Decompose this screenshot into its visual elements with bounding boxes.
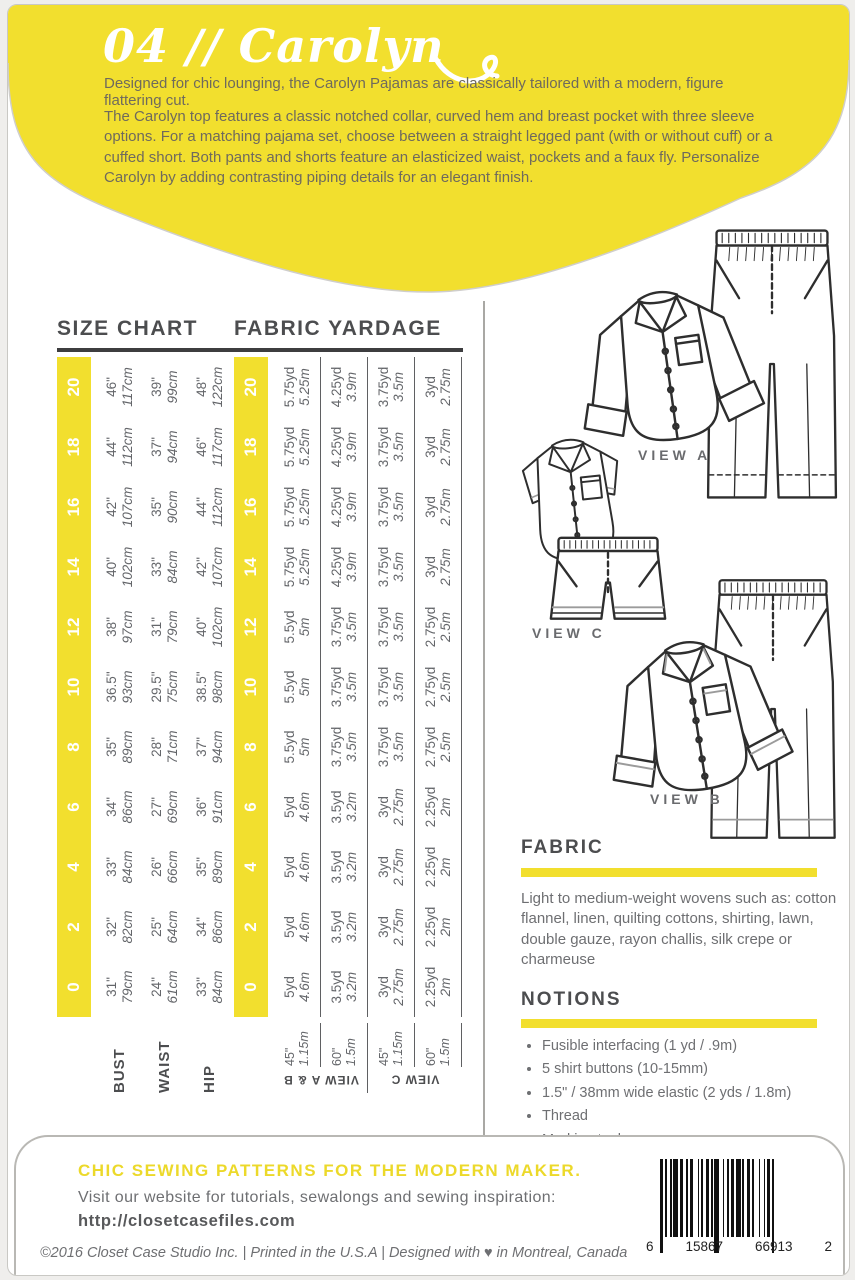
size-chart-cell: 44" 112cm [104,427,135,467]
yardage-width-label: 60" 1.5m [321,1023,368,1067]
yardage-size-header: 6 [234,777,268,837]
footer-copyright: ©2016 Closet Case Studio Inc. | Printed in the U.S.A | Designed with ♥ in Montreal, Canada [40,1245,628,1261]
size-chart-cell: 36" 91cm [194,790,225,824]
footer-panel [14,1135,845,1276]
barcode-digit-group: 6 [646,1239,654,1254]
yardage-view-label: VIEW A & B [274,1067,368,1093]
size-chart-size-header: 14 [57,537,91,597]
size-chart-cell: 24" 61cm [149,970,180,1004]
yardage-cell: 5.75yd 5.25m [274,537,321,597]
notion-item: • 5 shirt buttons (10-15mm) [542,1058,850,1081]
yardage-width-label: 45" 1.15m [274,1023,321,1067]
notion-item: • Fusible interfacing (1 yd / .9m) [542,1035,850,1058]
size-chart-cell: 40" 102cm [104,546,135,588]
yardage-width-label: 45" 1.15m [368,1023,415,1067]
yardage-cell: 2.25yd 2m [415,777,462,837]
size-chart-cell: 35" 90cm [149,490,180,524]
yardage-cell: 2.75yd 2.5m [415,597,462,657]
yardage-cell: 5yd 4.6m [274,897,321,957]
footer-url: http://closetcasefiles.com [78,1212,296,1230]
yardage-cell: 4.25yd 3.9m [321,477,368,537]
size-chart-cell: 35" 89cm [194,850,225,884]
vertical-divider [483,301,485,1139]
size-chart-table [57,357,232,1093]
pattern-tagline: Designed for chic lounging, the Carolyn Pajamas are classically tailored with a modern, figure flattering cut. [104,75,724,109]
yardage-cell: 3.75yd 3.5m [368,477,415,537]
size-chart-cell: 34" 86cm [194,910,225,944]
yardage-cell: 3.75yd 3.5m [368,717,415,777]
yardage-size-header: 16 [234,477,268,537]
yardage-cell: 2.25yd 2m [415,837,462,897]
yardage-cell: 3yd 2.75m [415,417,462,477]
yardage-cell: 3.75yd 3.5m [321,597,368,657]
size-chart-title: SIZE CHART [57,317,198,340]
yardage-cell: 2.75yd 2.5m [415,717,462,777]
notions-heading: NOTIONS [521,989,622,1010]
view-b-top-drawing [596,631,796,816]
barcode-digits [646,1239,832,1254]
pattern-envelope-card [7,4,850,1276]
fabric-heading-bar [521,868,817,877]
yardage-cell: 3.5yd 3.2m [321,777,368,837]
size-chart-cell: 29.5" 75cm [149,670,180,704]
size-chart-size-header: 8 [57,717,91,777]
yardage-cell: 5.75yd 5.25m [274,357,321,417]
barcode-digit-group: 2 [824,1239,832,1254]
notions-heading-bar [521,1019,817,1028]
yardage-cell: 2.25yd 2m [415,957,462,1017]
size-chart-cell: 27" 69cm [149,790,180,824]
yardage-cell: 3yd 2.75m [415,477,462,537]
size-chart-cell: 48" 122cm [194,366,225,408]
yardage-size-header: 20 [234,357,268,417]
yardage-size-header: 8 [234,717,268,777]
yardage-size-header: 12 [234,597,268,657]
fabric-heading: FABRIC [521,837,604,858]
yardage-cell: 3.5yd 3.2m [321,957,368,1017]
yardage-cell: 5.75yd 5.25m [274,477,321,537]
yardage-cell: 3.75yd 3.5m [368,357,415,417]
size-chart-cell: 34" 86cm [104,790,135,824]
size-chart-cell: 46" 117cm [104,367,135,407]
fabric-yardage-table [234,357,462,1093]
yardage-cell: 5.5yd 5m [274,717,321,777]
size-chart-cell: 33" 84cm [149,550,180,584]
size-chart-cell: 37" 94cm [149,430,180,464]
barcode [646,1159,832,1271]
yardage-cell: 3yd 2.75m [415,357,462,417]
yardage-cell: 4.25yd 3.9m [321,357,368,417]
size-chart-cell: 44" 112cm [194,487,225,527]
yardage-cell: 5yd 4.6m [274,957,321,1017]
size-chart-cell: 42" 107cm [104,486,135,528]
yardage-cell: 3yd 2.75m [415,537,462,597]
barcode-bars [660,1159,774,1271]
yardage-size-header: 2 [234,897,268,957]
yardage-cell: 3.75yd 3.5m [368,417,415,477]
size-chart-cell: 33" 84cm [194,970,225,1004]
view-a-label: VIEW A [638,447,712,463]
size-chart-cell: 40" 102cm [194,606,225,648]
yardage-cell: 3yd 2.75m [368,777,415,837]
size-chart-cell: 28" 71cm [149,730,180,764]
size-chart-row-label: WAIST [156,1040,173,1093]
size-chart-size-header: 18 [57,417,91,477]
yardage-cell: 3yd 2.75m [368,837,415,897]
size-chart-cell: 46" 117cm [194,427,225,467]
size-chart-size-header: 16 [57,477,91,537]
yardage-size-header: 10 [234,657,268,717]
size-chart-size-header: 12 [57,597,91,657]
size-chart-size-header: 4 [57,837,91,897]
yardage-cell: 2.75yd 2.5m [415,657,462,717]
table-top-rule [57,348,463,352]
size-chart-row-label: BUST [111,1048,128,1093]
size-chart-cell: 33" 84cm [104,850,135,884]
yardage-cell: 3.75yd 3.5m [368,597,415,657]
yardage-size-header: 0 [234,957,268,1017]
barcode-digit-group: 66913 [754,1239,793,1254]
view-c-label: VIEW C [532,625,606,641]
size-chart-cell: 38.5" 98cm [194,670,225,704]
size-chart-cell: 31" 79cm [104,970,135,1004]
size-chart-cell: 31" 79cm [149,610,180,644]
size-chart-cell: 39" 99cm [149,370,180,404]
size-chart-row-label: HIP [201,1064,218,1093]
yardage-cell: 3.75yd 3.5m [368,537,415,597]
yardage-cell: 3.5yd 3.2m [321,837,368,897]
yardage-width-label: 60" 1.5m [415,1023,462,1067]
yardage-size-header: 14 [234,537,268,597]
footer-visit-text: Visit our website for tutorials, sewalongs and sewing inspiration: [78,1189,556,1206]
view-b-label: VIEW B [650,791,724,807]
footer-tagline: CHIC SEWING PATTERNS FOR THE MODERN MAKER. [78,1161,582,1180]
yardage-cell: 3.5yd 3.2m [321,897,368,957]
fabric-yardage-title: FABRIC YARDAGE [234,317,442,340]
size-chart-cell: 36.5" 93cm [104,670,135,704]
size-chart-cell: 42" 107cm [194,546,225,588]
yardage-cell: 5.5yd 5m [274,597,321,657]
yardage-cell: 4.25yd 3.9m [321,537,368,597]
size-chart-cell: 38" 97cm [104,610,135,644]
yardage-cell: 3yd 2.75m [368,897,415,957]
size-chart-cell: 26" 66cm [149,850,180,884]
barcode-digit-group: 15867 [685,1239,724,1254]
yardage-cell: 3yd 2.75m [368,957,415,1017]
yardage-cell: 3.75yd 3.5m [321,717,368,777]
yardage-size-header: 4 [234,837,268,897]
fabric-text: Light to medium-weight wovens such as: cotton flannel, linen, quilting cottons, shirting, lawn, double gauze, rayon challis, silk crepe or charmeuse [521,890,837,968]
size-chart-cell: 37" 94cm [194,730,225,764]
yardage-cell: 4.25yd 3.9m [321,417,368,477]
size-chart-size-header: 10 [57,657,91,717]
pattern-description: The Carolyn top features a classic notched collar, curved hem and breast pocket with three sleeve options. For a matching pajama set, choose between a straight legged pant (with or without cuff) or a cuffed short. Both pants and shorts feature an elasticized waist, pockets and a faux fly. Personalize Carolyn by adding contrasting piping details for an elegant finish. [104,108,773,187]
view-c-shorts-drawing [544,533,672,638]
yardage-cell: 5yd 4.6m [274,837,321,897]
yardage-size-header: 18 [234,417,268,477]
yardage-view-label: VIEW C [390,1072,440,1087]
size-chart-size-header: 6 [57,777,91,837]
yardage-cell: 3.75yd 3.5m [368,657,415,717]
size-chart-size-header: 2 [57,897,91,957]
yardage-cell: 5.75yd 5.25m [274,417,321,477]
size-chart-cell: 35" 89cm [104,730,135,764]
size-chart-cell: 25" 64cm [149,910,180,944]
size-chart-size-header: 0 [57,957,91,1017]
yardage-cell: 2.25yd 2m [415,897,462,957]
pattern-title: 04 // Carolyn [103,19,445,73]
notion-item: • Thread [542,1105,850,1128]
yardage-cell: 5yd 4.6m [274,777,321,837]
size-chart-cell: 32" 82cm [104,910,135,944]
yardage-cell: 5.5yd 5m [274,657,321,717]
notion-item: • 1.5" / 38mm wide elastic (2 yds / 1.8m) [542,1082,850,1105]
yardage-cell: 3.75yd 3.5m [321,657,368,717]
size-chart-size-header: 20 [57,357,91,417]
